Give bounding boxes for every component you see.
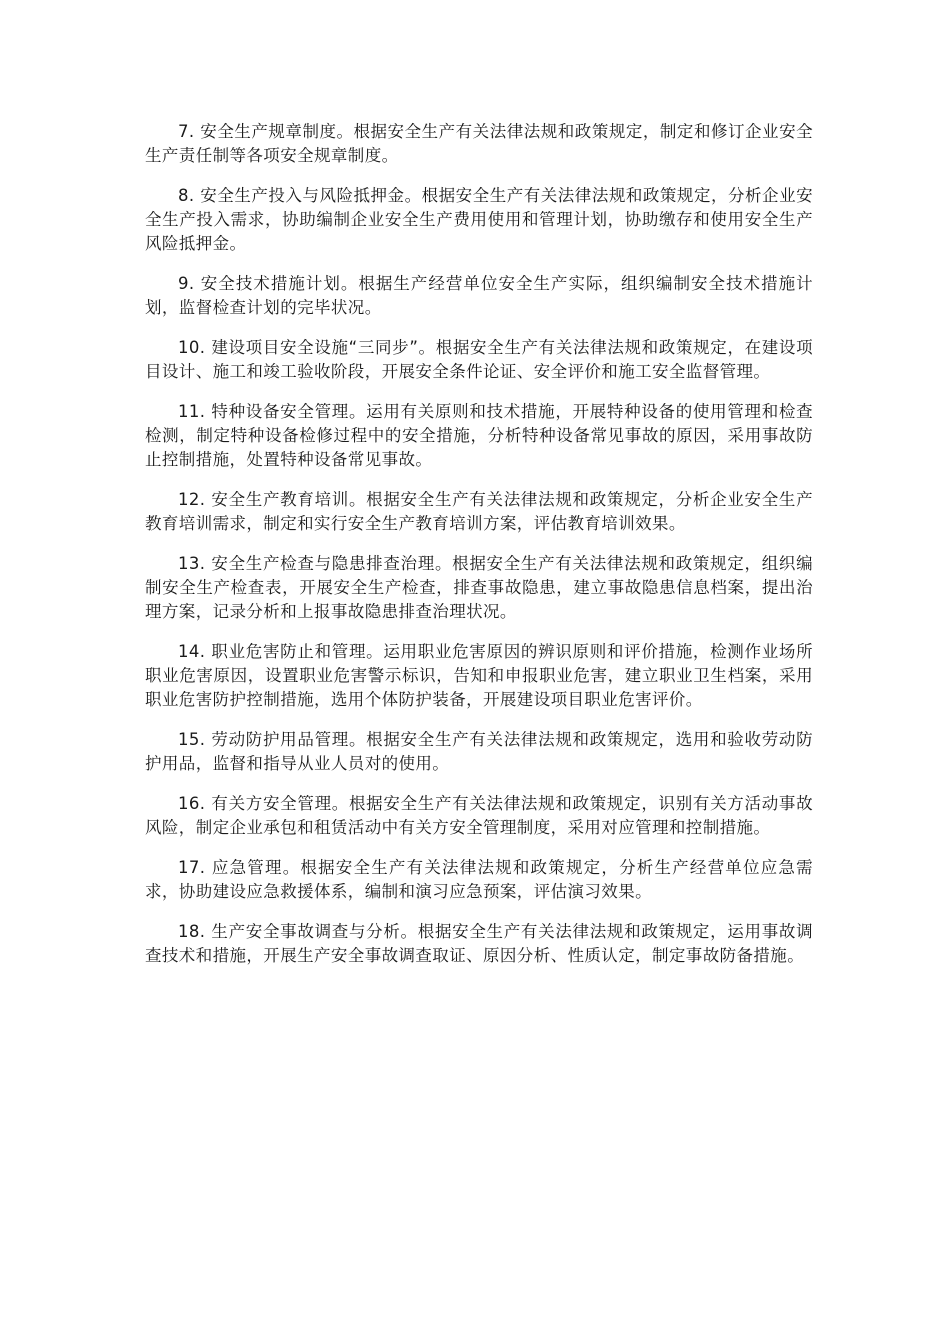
paragraph-item-14: 14. 职业危害防止和管理。运用职业危害原因的辨识原则和评价措施，检测作业场所职业危害原因，设置职业危害警示标识，告知和申报职业危害，建立职业卫生档案，采用职业危害防护控制措施，选用个体防护装备，开展建设项目职业危害评价。 [145,642,813,709]
paragraph-item-7: 7. 安全生产规章制度。根据安全生产有关法律法规和政策规定，制定和修订企业安全生产责任制等各项安全规章制度。 [145,122,813,165]
paragraph-item-8: 8. 安全生产投入与风险抵押金。根据安全生产有关法律法规和政策规定，分析企业安全生产投入需求，协助编制企业安全生产费用使用和管理计划，协助缴存和使用安全生产风险抵押金。 [145,186,813,253]
paragraph-item-16: 16. 有关方安全管理。根据安全生产有关法律法规和政策规定，识别有关方活动事故风险，制定企业承包和租赁活动中有关方安全管理制度，采用对应管理和控制措施。 [145,794,813,837]
paragraph-item-17: 17. 应急管理。根据安全生产有关法律法规和政策规定，分析生产经营单位应急需求，协助建设应急救援体系，编制和演习应急预案，评估演习效果。 [145,858,813,901]
paragraph-item-9: 9. 安全技术措施计划。根据生产经营单位安全生产实际，组织编制安全技术措施计划，监督检查计划的完毕状况。 [145,274,813,317]
paragraph-item-12: 12. 安全生产教育培训。根据安全生产有关法律法规和政策规定，分析企业安全生产教育培训需求，制定和实行安全生产教育培训方案，评估教育培训效果。 [145,490,813,533]
paragraph-item-13: 13. 安全生产检查与隐患排查治理。根据安全生产有关法律法规和政策规定，组织编制安全生产检查表，开展安全生产检查，排查事故隐患，建立事故隐患信息档案，提出治理方案，记录分析和上报事故隐患排查治理状况。 [145,554,813,621]
paragraph-item-18: 18. 生产安全事故调查与分析。根据安全生产有关法律法规和政策规定，运用事故调查技术和措施，开展生产安全事故调查取证、原因分析、性质认定，制定事故防备措施。 [145,922,813,965]
document-body [145,120,813,984]
paragraph-item-10: 10. 建设项目安全设施“三同步”。根据安全生产有关法律法规和政策规定，在建设项目设计、施工和竣工验收阶段，开展安全条件论证、安全评价和施工安全监督管理。 [145,338,813,381]
paragraph-item-15: 15. 劳动防护用品管理。根据安全生产有关法律法规和政策规定，选用和验收劳动防护用品，监督和指导从业人员对的使用。 [145,730,813,773]
paragraph-item-11: 11. 特种设备安全管理。运用有关原则和技术措施，开展特种设备的使用管理和检查检测，制定特种设备检修过程中的安全措施，分析特种设备常见事故的原因，采用事故防止控制措施，处置特种设备常见事故。 [145,402,813,469]
